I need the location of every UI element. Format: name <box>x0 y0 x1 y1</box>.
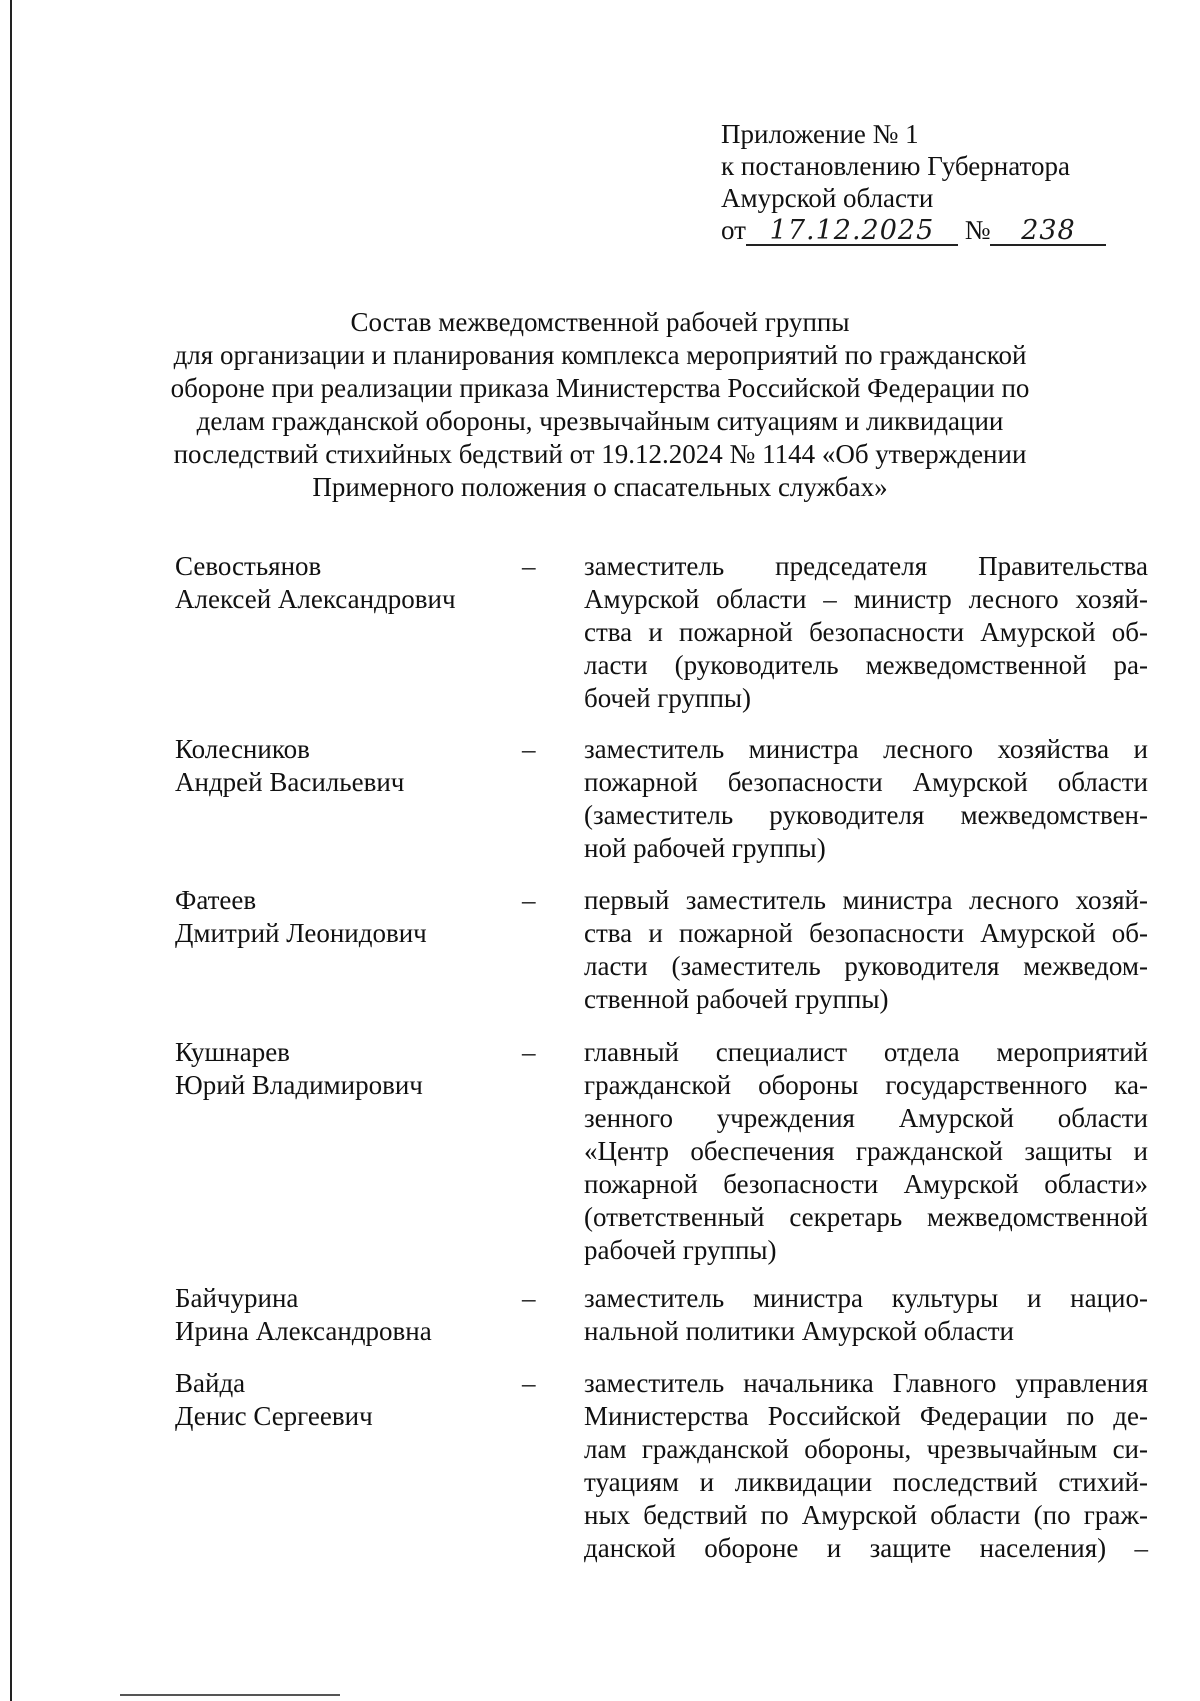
document-title <box>150 306 1050 504</box>
position-line: ства и пожарной безопасности Амурской об- <box>584 617 1148 647</box>
member-position <box>584 1036 1148 1267</box>
position-line: Министерства Российской Федерации по де- <box>584 1401 1148 1431</box>
position-line: ласти (руководитель межведомственной ра- <box>584 650 1148 680</box>
appendix-header <box>721 118 1141 246</box>
member-dash: – <box>522 1283 536 1313</box>
position-line: ной рабочей группы) <box>584 833 826 863</box>
position-line: заместитель начальника Главного управления <box>584 1368 1148 1398</box>
position-line: бочей группы) <box>584 683 752 713</box>
member-surname: Байчурина <box>175 1283 299 1313</box>
member-name <box>175 884 505 950</box>
member-given-names: Юрий Владимирович <box>175 1070 423 1100</box>
position-line: Амурской области – министр лесного хозяй- <box>584 584 1148 614</box>
handwritten-date: 17.12.2025 <box>746 218 958 246</box>
member-given-names: Денис Сергеевич <box>175 1401 373 1431</box>
member-dash: – <box>522 551 536 581</box>
member-surname: Вайда <box>175 1368 246 1398</box>
position-line: туациям и ликвидации последствий стихий- <box>584 1467 1148 1497</box>
member-position <box>584 550 1148 715</box>
title-line: последствий стихийных бедствий от 19.12.2024 № 1144 «Об утверждении <box>173 439 1027 469</box>
member-dash: – <box>522 1037 536 1067</box>
member-surname: Кушнарев <box>175 1037 290 1067</box>
member-dash: – <box>522 734 536 764</box>
appendix-date-line <box>721 214 1141 246</box>
member-position <box>584 884 1148 1016</box>
position-line: первый заместитель министра лесного хозяй- <box>584 885 1148 915</box>
from-label: от <box>721 215 746 245</box>
member-name <box>175 733 505 799</box>
title-line: делам гражданской обороны, чрезвычайным ситуациям и ликвидации <box>196 406 1004 436</box>
member-position <box>584 1367 1148 1565</box>
member-position <box>584 1282 1148 1348</box>
member-given-names: Андрей Васильевич <box>175 767 405 797</box>
position-line: заместитель министра культуры и нацио- <box>584 1283 1148 1313</box>
title-line: Состав межведомственной рабочей группы <box>350 307 850 337</box>
member-given-names: Ирина Александровна <box>175 1316 432 1346</box>
appendix-resolution: к постановлению Губернатора <box>721 151 1070 181</box>
title-line: Примерного положения о спасательных службах» <box>312 472 888 502</box>
position-line: заместитель министра лесного хозяйства и <box>584 734 1148 764</box>
handwritten-number: 238 <box>990 218 1106 246</box>
member-surname: Севостьянов <box>175 551 322 581</box>
position-line: пожарной безопасности Амурской области» <box>584 1169 1148 1199</box>
appendix-number: Приложение № 1 <box>721 119 919 149</box>
position-line: нальной политики Амурской области <box>584 1316 1014 1346</box>
title-line: для организации и планирования комплекса мероприятий по гражданской <box>173 340 1027 370</box>
member-name <box>175 550 505 616</box>
position-line: (заместитель руководителя межведомствен- <box>584 800 1148 830</box>
position-line: (ответственный секретарь межведомственной <box>584 1202 1148 1232</box>
position-line: главный специалист отдела мероприятий <box>584 1037 1148 1067</box>
number-label: № <box>964 215 991 245</box>
appendix-region: Амурской области <box>721 183 934 213</box>
member-surname: Колесников <box>175 734 310 764</box>
member-given-names: Дмитрий Леонидович <box>175 918 427 948</box>
member-surname: Фатеев <box>175 885 257 915</box>
title-line: обороне при реализации приказа Министерства Российской Федерации по <box>170 373 1030 403</box>
member-dash: – <box>522 885 536 915</box>
member-name <box>175 1367 505 1433</box>
position-line: ных бедствий по Амурской области (по граж- <box>584 1500 1148 1530</box>
position-line: ственной рабочей группы) <box>584 984 889 1014</box>
position-line: ства и пожарной безопасности Амурской об- <box>584 918 1148 948</box>
member-given-names: Алексей Александрович <box>175 584 456 614</box>
position-line: зенного учреждения Амурской области <box>584 1103 1148 1133</box>
position-line: лам гражданской обороны, чрезвычайным си- <box>584 1434 1148 1464</box>
position-line: ласти (заместитель руководителя межведом- <box>584 951 1148 981</box>
position-line: гражданской обороны государственного ка- <box>584 1070 1148 1100</box>
position-line: рабочей группы) <box>584 1235 777 1265</box>
scan-left-edge <box>10 0 12 1701</box>
position-line: заместитель председателя Правительства <box>584 551 1148 581</box>
member-name <box>175 1036 505 1102</box>
member-position <box>584 733 1148 865</box>
position-line: «Центр обеспечения гражданской защиты и <box>584 1136 1148 1166</box>
member-dash: – <box>522 1368 536 1398</box>
scan-bottom-mark <box>120 1694 340 1696</box>
position-line: пожарной безопасности Амурской области <box>584 767 1148 797</box>
member-name <box>175 1282 505 1348</box>
position-line: данской обороне и защите населения) – <box>584 1533 1148 1563</box>
